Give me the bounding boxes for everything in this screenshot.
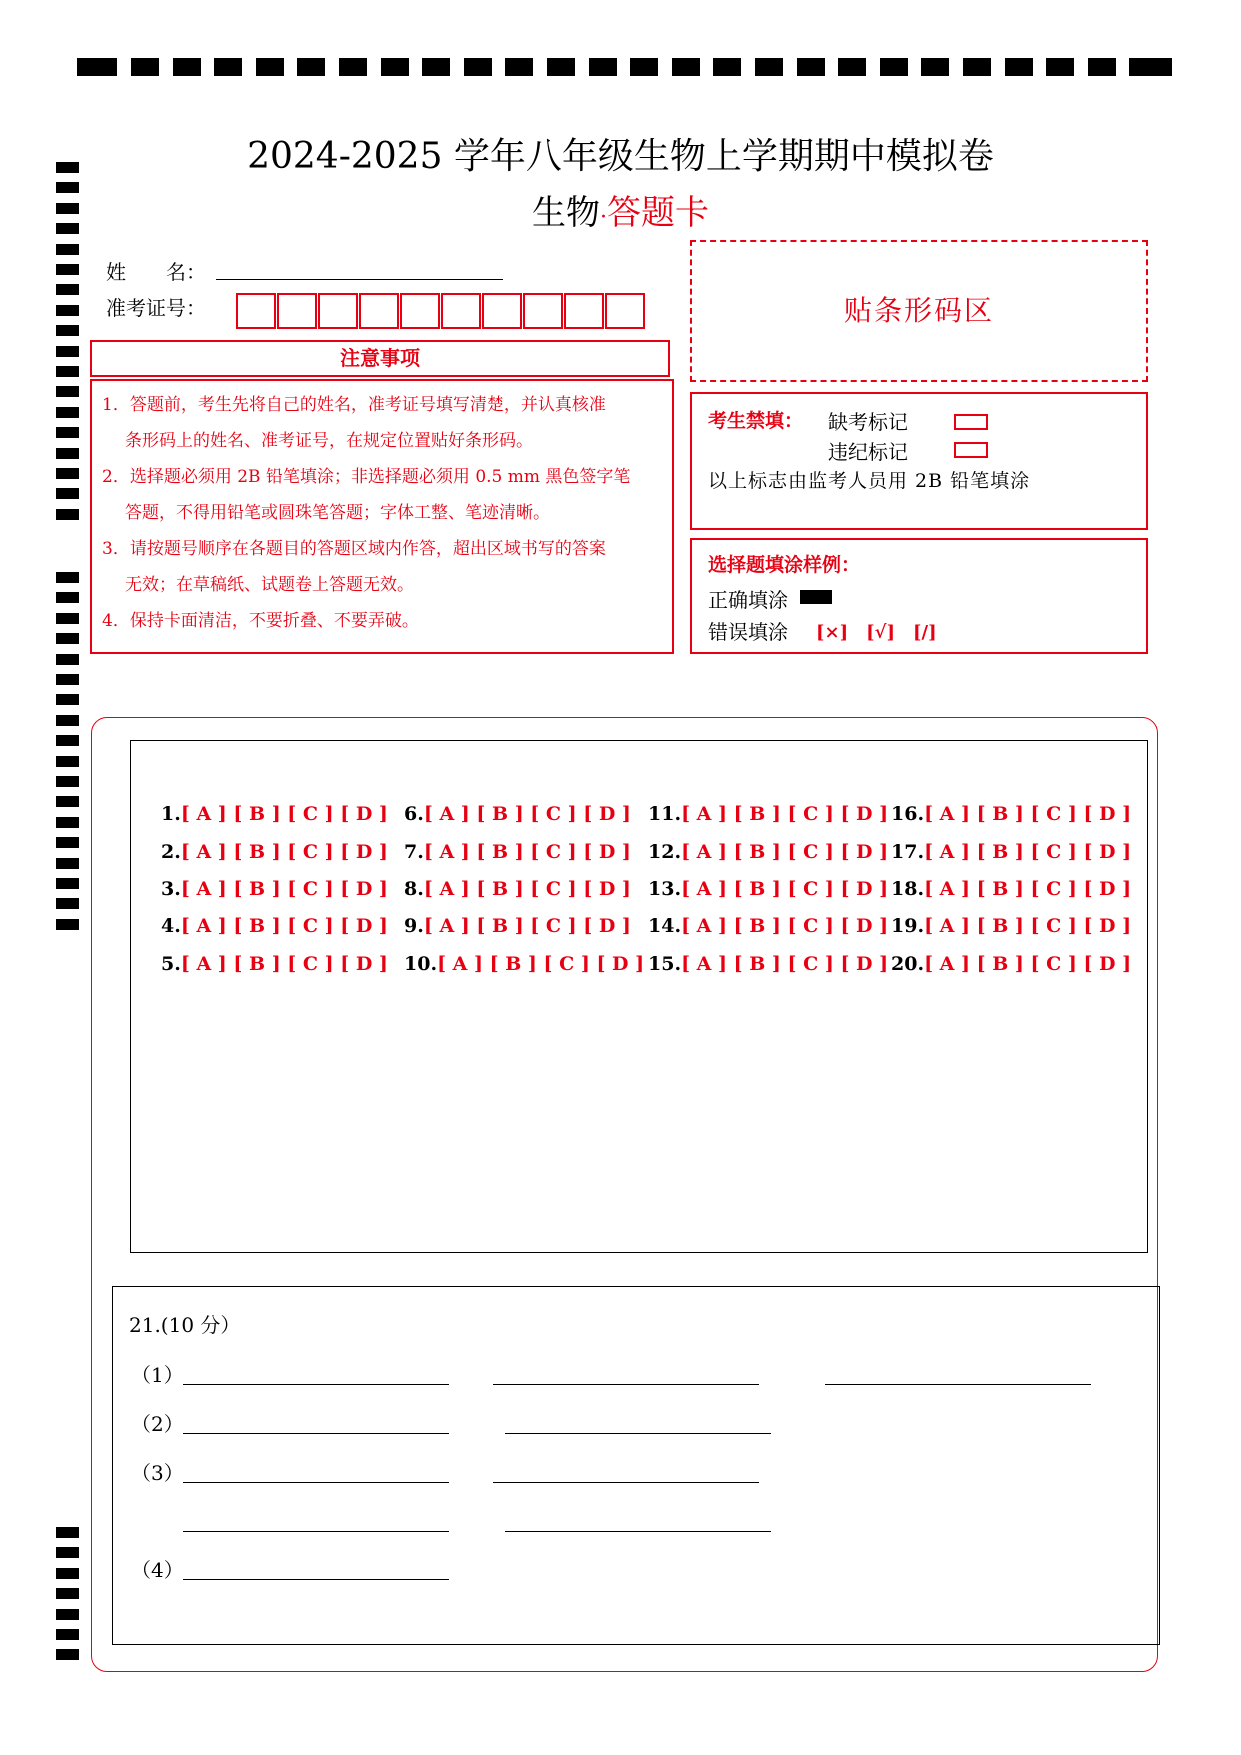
timing-mark bbox=[56, 346, 79, 357]
answer-options[interactable]: [ A ] [ B ] [ C ] [ D ] bbox=[924, 803, 1132, 825]
question-number: 3. bbox=[161, 878, 181, 900]
timing-mark bbox=[173, 58, 201, 76]
question-number: 4. bbox=[161, 915, 181, 937]
part-label: （4） bbox=[131, 1558, 184, 1582]
sample-heading: 选择题填涂样例： bbox=[708, 554, 861, 576]
answer-options[interactable]: [ A ] [ B ] [ C ] [ D ] bbox=[423, 841, 631, 863]
part-label: （1） bbox=[131, 1363, 184, 1387]
question-number: 17. bbox=[891, 841, 925, 863]
timing-mark bbox=[1046, 58, 1074, 76]
timing-mark bbox=[56, 694, 79, 705]
answer-options[interactable]: [ A ] [ B ] [ C ] [ D ] bbox=[180, 841, 388, 863]
timing-mark bbox=[56, 756, 79, 767]
timing-mark bbox=[56, 796, 79, 807]
notice-item: 1．答题前，考生先将自己的姓名，准考证号填写清楚，并认真核准 bbox=[102, 395, 606, 415]
question-number: 18. bbox=[891, 878, 925, 900]
answer-line[interactable] bbox=[183, 1433, 449, 1434]
timing-mark bbox=[56, 572, 79, 583]
timing-mark bbox=[56, 448, 79, 459]
timing-mark bbox=[339, 58, 367, 76]
timing-mark bbox=[256, 58, 284, 76]
page-title: 2024-2025 学年八年级生物上学期期中模拟卷 bbox=[247, 136, 994, 177]
choice-question-14[interactable] bbox=[648, 915, 888, 937]
barcode-area: 贴条形码区 bbox=[690, 240, 1148, 382]
multiple-choice-box bbox=[130, 740, 1148, 1253]
timing-mark bbox=[77, 58, 117, 76]
name-label: 姓 名： bbox=[106, 260, 206, 284]
question-number: 7. bbox=[404, 841, 424, 863]
timing-mark bbox=[56, 837, 79, 848]
id-digit-box[interactable] bbox=[400, 293, 440, 329]
timing-mark bbox=[214, 58, 242, 76]
absent-label: 缺考标记 bbox=[828, 410, 908, 434]
timing-mark bbox=[56, 1629, 79, 1640]
question-number: 8. bbox=[404, 878, 424, 900]
answer-options[interactable]: [ A ] [ B ] [ C ] [ D ] bbox=[924, 915, 1132, 937]
correct-label: 正确填涂 bbox=[708, 588, 788, 612]
timing-mark bbox=[56, 509, 79, 520]
question-number: 10. bbox=[404, 953, 438, 975]
answer-options[interactable]: [ A ] [ B ] [ C ] [ D ] bbox=[180, 878, 388, 900]
timing-mark bbox=[56, 1588, 79, 1599]
timing-mark bbox=[672, 58, 700, 76]
question-number: 14. bbox=[648, 915, 682, 937]
choice-question-15[interactable] bbox=[648, 953, 888, 975]
answer-options[interactable]: [ A ] [ B ] [ C ] [ D ] bbox=[423, 803, 631, 825]
question-number: 19. bbox=[891, 915, 925, 937]
answer-options[interactable]: [ A ] [ B ] [ C ] [ D ] bbox=[681, 803, 889, 825]
answer-options[interactable]: [ A ] [ B ] [ C ] [ D ] bbox=[437, 953, 645, 975]
question-number: 20. bbox=[891, 953, 925, 975]
timing-mark bbox=[589, 58, 617, 76]
answer-line[interactable] bbox=[183, 1579, 449, 1580]
forbidden-note: 以上标志由监考人员用 2B 铅笔填涂 bbox=[708, 470, 1031, 492]
timing-mark bbox=[56, 284, 79, 295]
timing-mark bbox=[56, 817, 79, 828]
timing-mark bbox=[56, 674, 79, 685]
timing-mark bbox=[56, 919, 79, 930]
answer-options[interactable]: [ A ] [ B ] [ C ] [ D ] bbox=[924, 841, 1132, 863]
notice-item: 3．请按题号顺序在各题目的答题区域内作答，超出区域书写的答案 bbox=[102, 539, 606, 559]
timing-mark bbox=[56, 1609, 79, 1620]
timing-mark bbox=[1088, 58, 1116, 76]
timing-mark bbox=[56, 407, 79, 418]
timing-mark bbox=[56, 264, 79, 275]
timing-mark bbox=[56, 427, 79, 438]
choice-question-6[interactable] bbox=[404, 803, 631, 825]
answer-line[interactable] bbox=[183, 1531, 449, 1532]
choice-question-17[interactable] bbox=[891, 841, 1131, 863]
answer-line[interactable] bbox=[505, 1531, 771, 1532]
answer-options[interactable]: [ A ] [ B ] [ C ] [ D ] bbox=[924, 953, 1132, 975]
timing-mark bbox=[56, 858, 79, 869]
name-field[interactable] bbox=[216, 279, 503, 280]
answer-options[interactable]: [ A ] [ B ] [ C ] [ D ] bbox=[180, 953, 388, 975]
timing-mark bbox=[838, 58, 866, 76]
timing-mark bbox=[56, 592, 79, 603]
choice-question-5[interactable] bbox=[161, 953, 388, 975]
question-number: 13. bbox=[648, 878, 682, 900]
choice-question-13[interactable] bbox=[648, 878, 888, 900]
notice-item: 4．保持卡面清洁，不要折叠、不要弄破。 bbox=[102, 611, 419, 631]
notice-item: 条形码上的姓名、准考证号，在规定位置贴好条形码。 bbox=[125, 431, 533, 451]
question-number: 6. bbox=[404, 803, 424, 825]
id-digit-box[interactable] bbox=[359, 293, 399, 329]
answer-options[interactable]: [ A ] [ B ] [ C ] [ D ] bbox=[423, 878, 631, 900]
timing-mark bbox=[56, 468, 79, 479]
timing-mark bbox=[56, 325, 79, 336]
id-digit-box[interactable] bbox=[605, 293, 645, 329]
timing-mark bbox=[56, 366, 79, 377]
choice-question-16[interactable] bbox=[891, 803, 1131, 825]
correct-fill-sample bbox=[800, 590, 832, 604]
timing-mark bbox=[963, 58, 991, 76]
subtitle-subject: 生物 bbox=[532, 193, 600, 233]
timing-mark bbox=[56, 488, 79, 499]
timing-mark bbox=[880, 58, 908, 76]
timing-mark bbox=[1132, 58, 1172, 76]
choice-question-1[interactable] bbox=[161, 803, 388, 825]
timing-mark bbox=[56, 1547, 79, 1558]
timing-mark bbox=[56, 878, 79, 889]
question-number: 15. bbox=[648, 953, 682, 975]
timing-mark bbox=[56, 735, 79, 746]
violation-mark-box[interactable] bbox=[954, 442, 988, 458]
notice-heading: 注意事项 bbox=[90, 340, 670, 377]
answer-options[interactable]: [ A ] [ B ] [ C ] [ D ] bbox=[681, 841, 889, 863]
id-digit-box[interactable] bbox=[564, 293, 604, 329]
answer-options[interactable]: [ A ] [ B ] [ C ] [ D ] bbox=[681, 878, 889, 900]
timing-mark bbox=[56, 654, 79, 665]
answer-options[interactable]: [ A ] [ B ] [ C ] [ D ] bbox=[681, 953, 889, 975]
answer-line[interactable] bbox=[493, 1482, 759, 1483]
timing-mark bbox=[56, 1527, 79, 1538]
timing-mark bbox=[56, 1568, 79, 1579]
notice-item: 答题，不得用铅笔或圆珠笔答题；字体工整、笔迹清晰。 bbox=[125, 503, 550, 523]
question-number: 12. bbox=[648, 841, 682, 863]
forbidden-panel bbox=[690, 392, 1148, 530]
timing-mark bbox=[56, 305, 79, 316]
choice-question-8[interactable] bbox=[404, 878, 631, 900]
timing-mark bbox=[56, 386, 79, 397]
choice-question-3[interactable] bbox=[161, 878, 388, 900]
timing-mark bbox=[56, 715, 79, 726]
question-number: 9. bbox=[404, 915, 424, 937]
timing-mark bbox=[56, 633, 79, 644]
id-label: 准考证号： bbox=[106, 296, 206, 320]
choice-question-7[interactable] bbox=[404, 841, 631, 863]
subtitle-separator: · bbox=[600, 205, 607, 230]
id-digit-box[interactable] bbox=[441, 293, 481, 329]
timing-mark bbox=[297, 58, 325, 76]
question-21-title: 21.(10 分） bbox=[129, 1313, 241, 1337]
question-number: 5. bbox=[161, 953, 181, 975]
timing-mark bbox=[464, 58, 492, 76]
choice-question-18[interactable] bbox=[891, 878, 1131, 900]
timing-mark bbox=[56, 244, 79, 255]
timing-mark bbox=[56, 613, 79, 624]
question-number: 11. bbox=[648, 803, 682, 825]
question-number: 16. bbox=[891, 803, 925, 825]
timing-mark bbox=[755, 58, 783, 76]
answer-line[interactable] bbox=[493, 1384, 759, 1385]
part-label: （2） bbox=[131, 1412, 184, 1436]
timing-mark bbox=[630, 58, 658, 76]
id-digit-box[interactable] bbox=[482, 293, 522, 329]
wrong-label: 错误填涂 bbox=[708, 620, 788, 644]
choice-question-10[interactable] bbox=[404, 953, 644, 975]
answer-line[interactable] bbox=[505, 1433, 771, 1434]
page-subtitle bbox=[0, 185, 1241, 234]
forbidden-label: 考生禁填： bbox=[708, 410, 804, 432]
timing-mark bbox=[422, 58, 450, 76]
timing-mark bbox=[56, 776, 79, 787]
answer-line[interactable] bbox=[183, 1384, 449, 1385]
answer-options[interactable]: [ A ] [ B ] [ C ] [ D ] bbox=[423, 915, 631, 937]
timing-mark bbox=[547, 58, 575, 76]
choice-question-2[interactable] bbox=[161, 841, 388, 863]
question-number: 2. bbox=[161, 841, 181, 863]
choice-question-11[interactable] bbox=[648, 803, 888, 825]
id-digit-box[interactable] bbox=[236, 293, 276, 329]
timing-mark bbox=[713, 58, 741, 76]
id-digit-box[interactable] bbox=[277, 293, 317, 329]
violation-label: 违纪标记 bbox=[828, 440, 908, 464]
choice-question-12[interactable] bbox=[648, 841, 888, 863]
timing-mark bbox=[131, 58, 159, 76]
timing-mark bbox=[921, 58, 949, 76]
id-digit-box[interactable] bbox=[318, 293, 358, 329]
subtitle-card: 答题卡 bbox=[607, 193, 709, 233]
choice-question-9[interactable] bbox=[404, 915, 631, 937]
choice-question-4[interactable] bbox=[161, 915, 388, 937]
timing-mark bbox=[381, 58, 409, 76]
timing-mark bbox=[56, 898, 79, 909]
answer-options[interactable]: [ A ] [ B ] [ C ] [ D ] bbox=[681, 915, 889, 937]
wrong-fill-samples: [×] [√] [/] bbox=[816, 622, 937, 643]
part-label: （3） bbox=[131, 1461, 184, 1485]
answer-line[interactable] bbox=[183, 1482, 449, 1483]
id-digit-box[interactable] bbox=[523, 293, 563, 329]
answer-options[interactable]: [ A ] [ B ] [ C ] [ D ] bbox=[180, 915, 388, 937]
fill-sample-panel bbox=[690, 538, 1148, 654]
absent-mark-box[interactable] bbox=[954, 414, 988, 430]
notice-item: 无效；在草稿纸、试题卷上答题无效。 bbox=[125, 575, 414, 595]
notice-panel bbox=[90, 379, 674, 654]
timing-mark bbox=[505, 58, 533, 76]
timing-mark bbox=[1005, 58, 1033, 76]
answer-options[interactable]: [ A ] [ B ] [ C ] [ D ] bbox=[180, 803, 388, 825]
timing-mark bbox=[56, 1649, 79, 1660]
choice-question-20[interactable] bbox=[891, 953, 1131, 975]
timing-mark bbox=[797, 58, 825, 76]
question-21-box bbox=[112, 1286, 1160, 1645]
question-number: 1. bbox=[161, 803, 181, 825]
choice-question-19[interactable] bbox=[891, 915, 1131, 937]
answer-line[interactable] bbox=[825, 1384, 1091, 1385]
notice-item: 2．选择题必须用 2B 铅笔填涂；非选择题必须用 0.5 mm 黑色签字笔 bbox=[102, 467, 631, 487]
answer-options[interactable]: [ A ] [ B ] [ C ] [ D ] bbox=[924, 878, 1132, 900]
